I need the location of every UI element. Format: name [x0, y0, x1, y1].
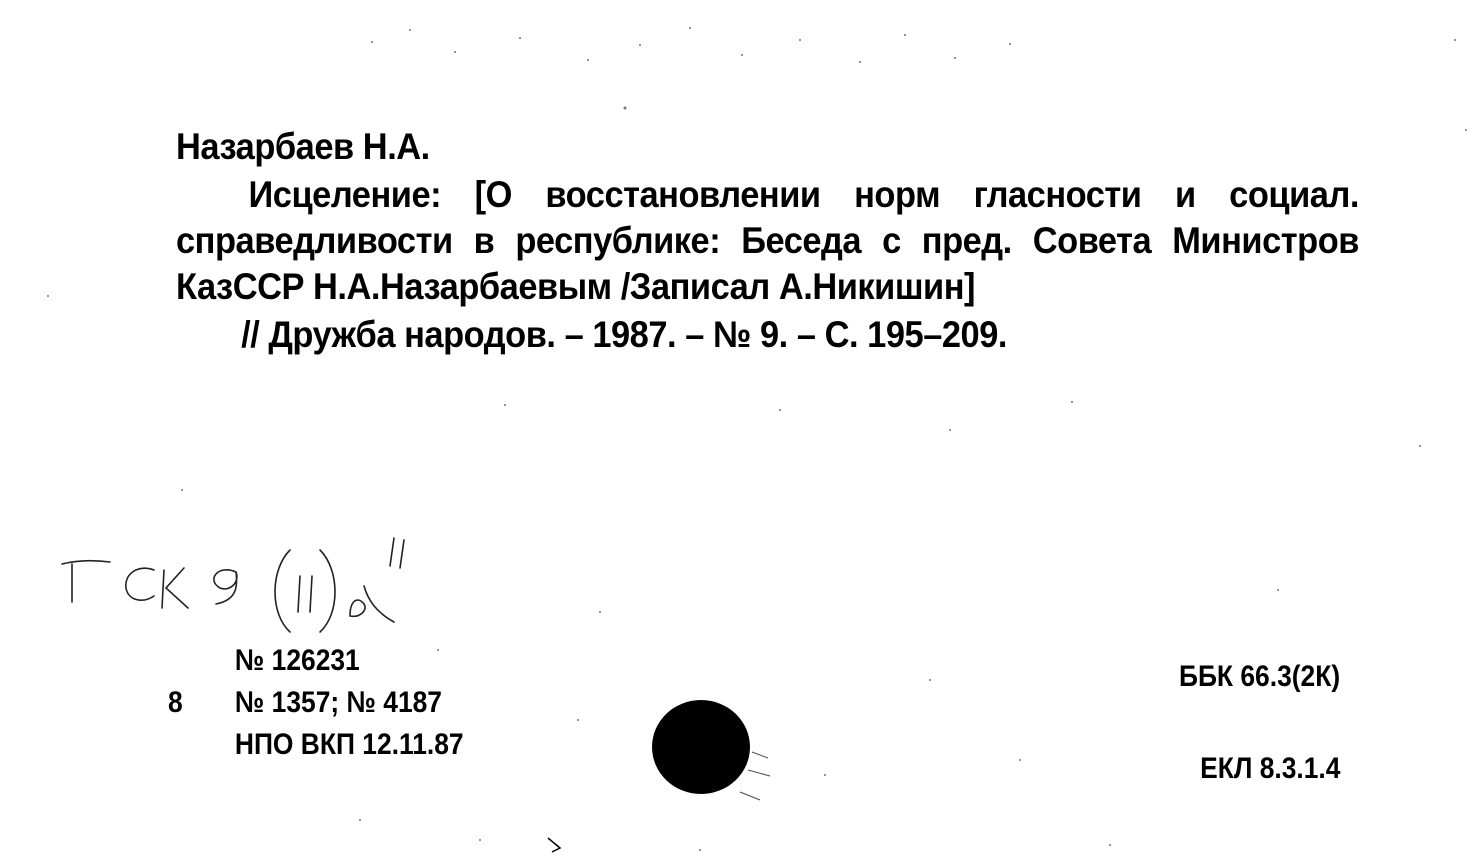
accession-row-2: [168, 682, 464, 724]
accession-number: № 126231: [234, 644, 360, 677]
accession-row-1: [168, 640, 464, 682]
handwritten-shelfmark: [58, 530, 448, 640]
punch-hole: [652, 700, 750, 794]
ekl-code: ЕКЛ 8.3.1.4: [1199, 752, 1340, 785]
accession-row-3: [168, 724, 464, 766]
inventory-numbers: № 1357; № 4187: [234, 686, 442, 719]
row-index: 8: [168, 686, 183, 719]
library-date-stamp: НПО ВКП 12.11.87: [234, 728, 464, 761]
author-name: Назарбаев Н.А.: [176, 126, 430, 167]
bibliographic-entry: [176, 122, 1359, 360]
bbk-code: ББК 66.3(2К): [1178, 660, 1340, 693]
title-description: Исцеление: [О восстановлении норм гласности и социал. справедливости в республике: Беседа с пред. Совета Министров КазССР Н.А.Назарбаевым /Записал А.Никишин]: [176, 174, 1359, 307]
accession-numbers: [168, 640, 464, 766]
source-citation: // Дружба народов. – 1987. – № 9. – С. 195–209.: [241, 314, 1007, 355]
